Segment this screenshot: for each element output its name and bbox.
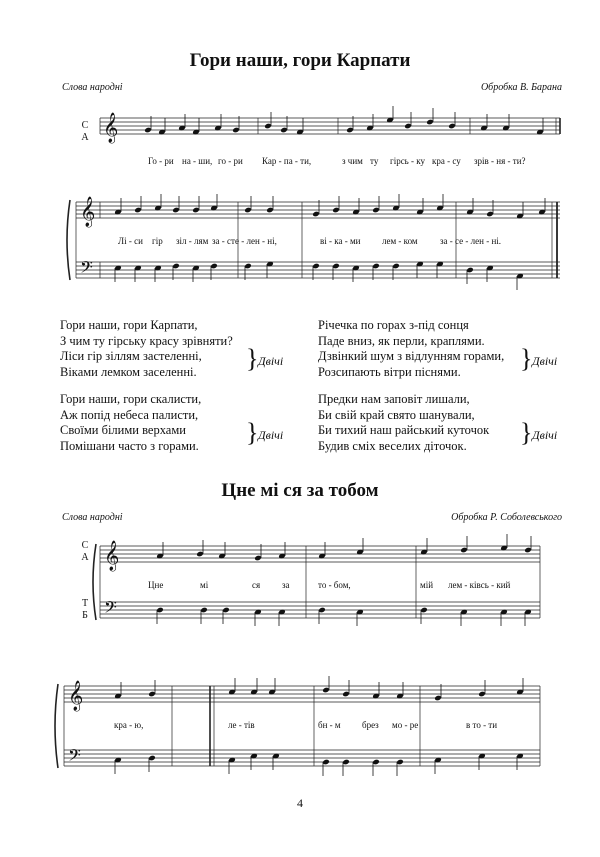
svg-text:𝄞: 𝄞 <box>68 681 84 711</box>
lyric: кра - су <box>432 156 461 166</box>
song1-staff-1 <box>100 118 560 134</box>
voice-label-t: Т <box>81 598 89 609</box>
repeat-brace: } <box>520 344 533 373</box>
page-number: 4 <box>297 796 303 810</box>
svg-text:𝄞: 𝄞 <box>104 541 120 571</box>
song1-arr-credit: Обробка В. Барана <box>480 82 562 93</box>
repeat-brace: } <box>246 344 259 373</box>
voice-label-a: А <box>81 552 89 563</box>
song1-words-credit: Слова народні <box>62 82 123 93</box>
repeat-label: Двічі <box>532 428 558 442</box>
repeat-label: Двічі <box>258 428 284 442</box>
song2-words-credit: Слова народні <box>62 512 123 523</box>
lyric: на - ши, <box>182 156 213 166</box>
verse-right-2: Предки нам заповіт лишали, Би свій край свято шанували, Би тихий наш райський куточок Будив сміх веселих діточок. <box>318 392 490 453</box>
lyric: за <box>282 580 290 590</box>
lyric: ві - ка - ми <box>320 236 361 246</box>
lyric: за - сте - лен - ні, <box>212 236 277 246</box>
lyric: го - ри <box>218 156 243 166</box>
voice-label-s: С <box>81 120 89 131</box>
verse-left-2: Гори наши, гори скалисти, Аж попід небеса палисти, Своїми білими верхами Помішани часто з горами. <box>60 392 202 453</box>
verse-right-1: Річечка по горах з-під сонця Паде вниз, як перли, краплями. Дзвінкий шум з відлунням горами, Розсипають вітри піснями. <box>318 318 505 379</box>
song1-title: Гори наши, гори Карпати <box>189 50 411 71</box>
lyric: з чим <box>342 156 363 166</box>
svg-text:𝄢: 𝄢 <box>80 257 93 281</box>
lyric: мі <box>200 580 209 590</box>
lyric: зіл - лям <box>176 236 209 246</box>
verse-left-1: Гори наши, гори Карпати, З чим ту гірську красу зрівняти? Ліси гір зіллям застеленні, Віками лемком заселенні. <box>60 318 233 379</box>
lyric: Го - ри <box>148 156 174 166</box>
lyric: зрів - ня - ти? <box>474 156 526 166</box>
lyric: в то - ти <box>466 720 498 730</box>
song2-voice-labels-top <box>78 540 92 564</box>
lyric: мо - ре <box>392 720 419 730</box>
song2-title: Цне мі ся за тобом <box>221 480 379 501</box>
lyric: гірсь - ку <box>390 156 426 166</box>
song2-arr-credit: Обробка Р. Соболевського <box>451 512 562 523</box>
lyric: мій <box>420 580 434 590</box>
svg-text:𝄞: 𝄞 <box>80 197 96 227</box>
lyric: ту <box>370 156 379 166</box>
lyric: брез <box>362 720 379 730</box>
lyric: лем - ківсь - кий <box>448 580 511 590</box>
lyric: гір <box>152 236 163 246</box>
lyric: ле - тів <box>228 720 255 730</box>
lyric: то - бом, <box>318 580 351 590</box>
repeat-brace: } <box>520 418 533 447</box>
svg-text:𝄞: 𝄞 <box>103 113 119 143</box>
svg-text:𝄢: 𝄢 <box>104 597 117 621</box>
repeat-label: Двічі <box>258 354 284 368</box>
lyric: кра - ю, <box>114 720 144 730</box>
voice-label-s: С <box>81 540 89 551</box>
lyric: Кар - па - ти, <box>262 156 312 166</box>
lyric: лем - ком <box>382 236 418 246</box>
lyric: Лі - си <box>118 236 143 246</box>
lyric: ся <box>252 580 261 590</box>
lyric: за - се - лен - ні. <box>440 236 502 246</box>
repeat-brace: } <box>246 418 259 447</box>
song2-voice-labels-bottom <box>78 598 92 622</box>
svg-text:𝄢: 𝄢 <box>68 745 81 769</box>
voice-label-b: Б <box>82 610 88 621</box>
voice-label-a: А <box>81 132 89 143</box>
lyric: Цне <box>148 580 164 590</box>
repeat-label: Двічі <box>532 354 558 368</box>
lyric: бн - м <box>318 720 341 730</box>
